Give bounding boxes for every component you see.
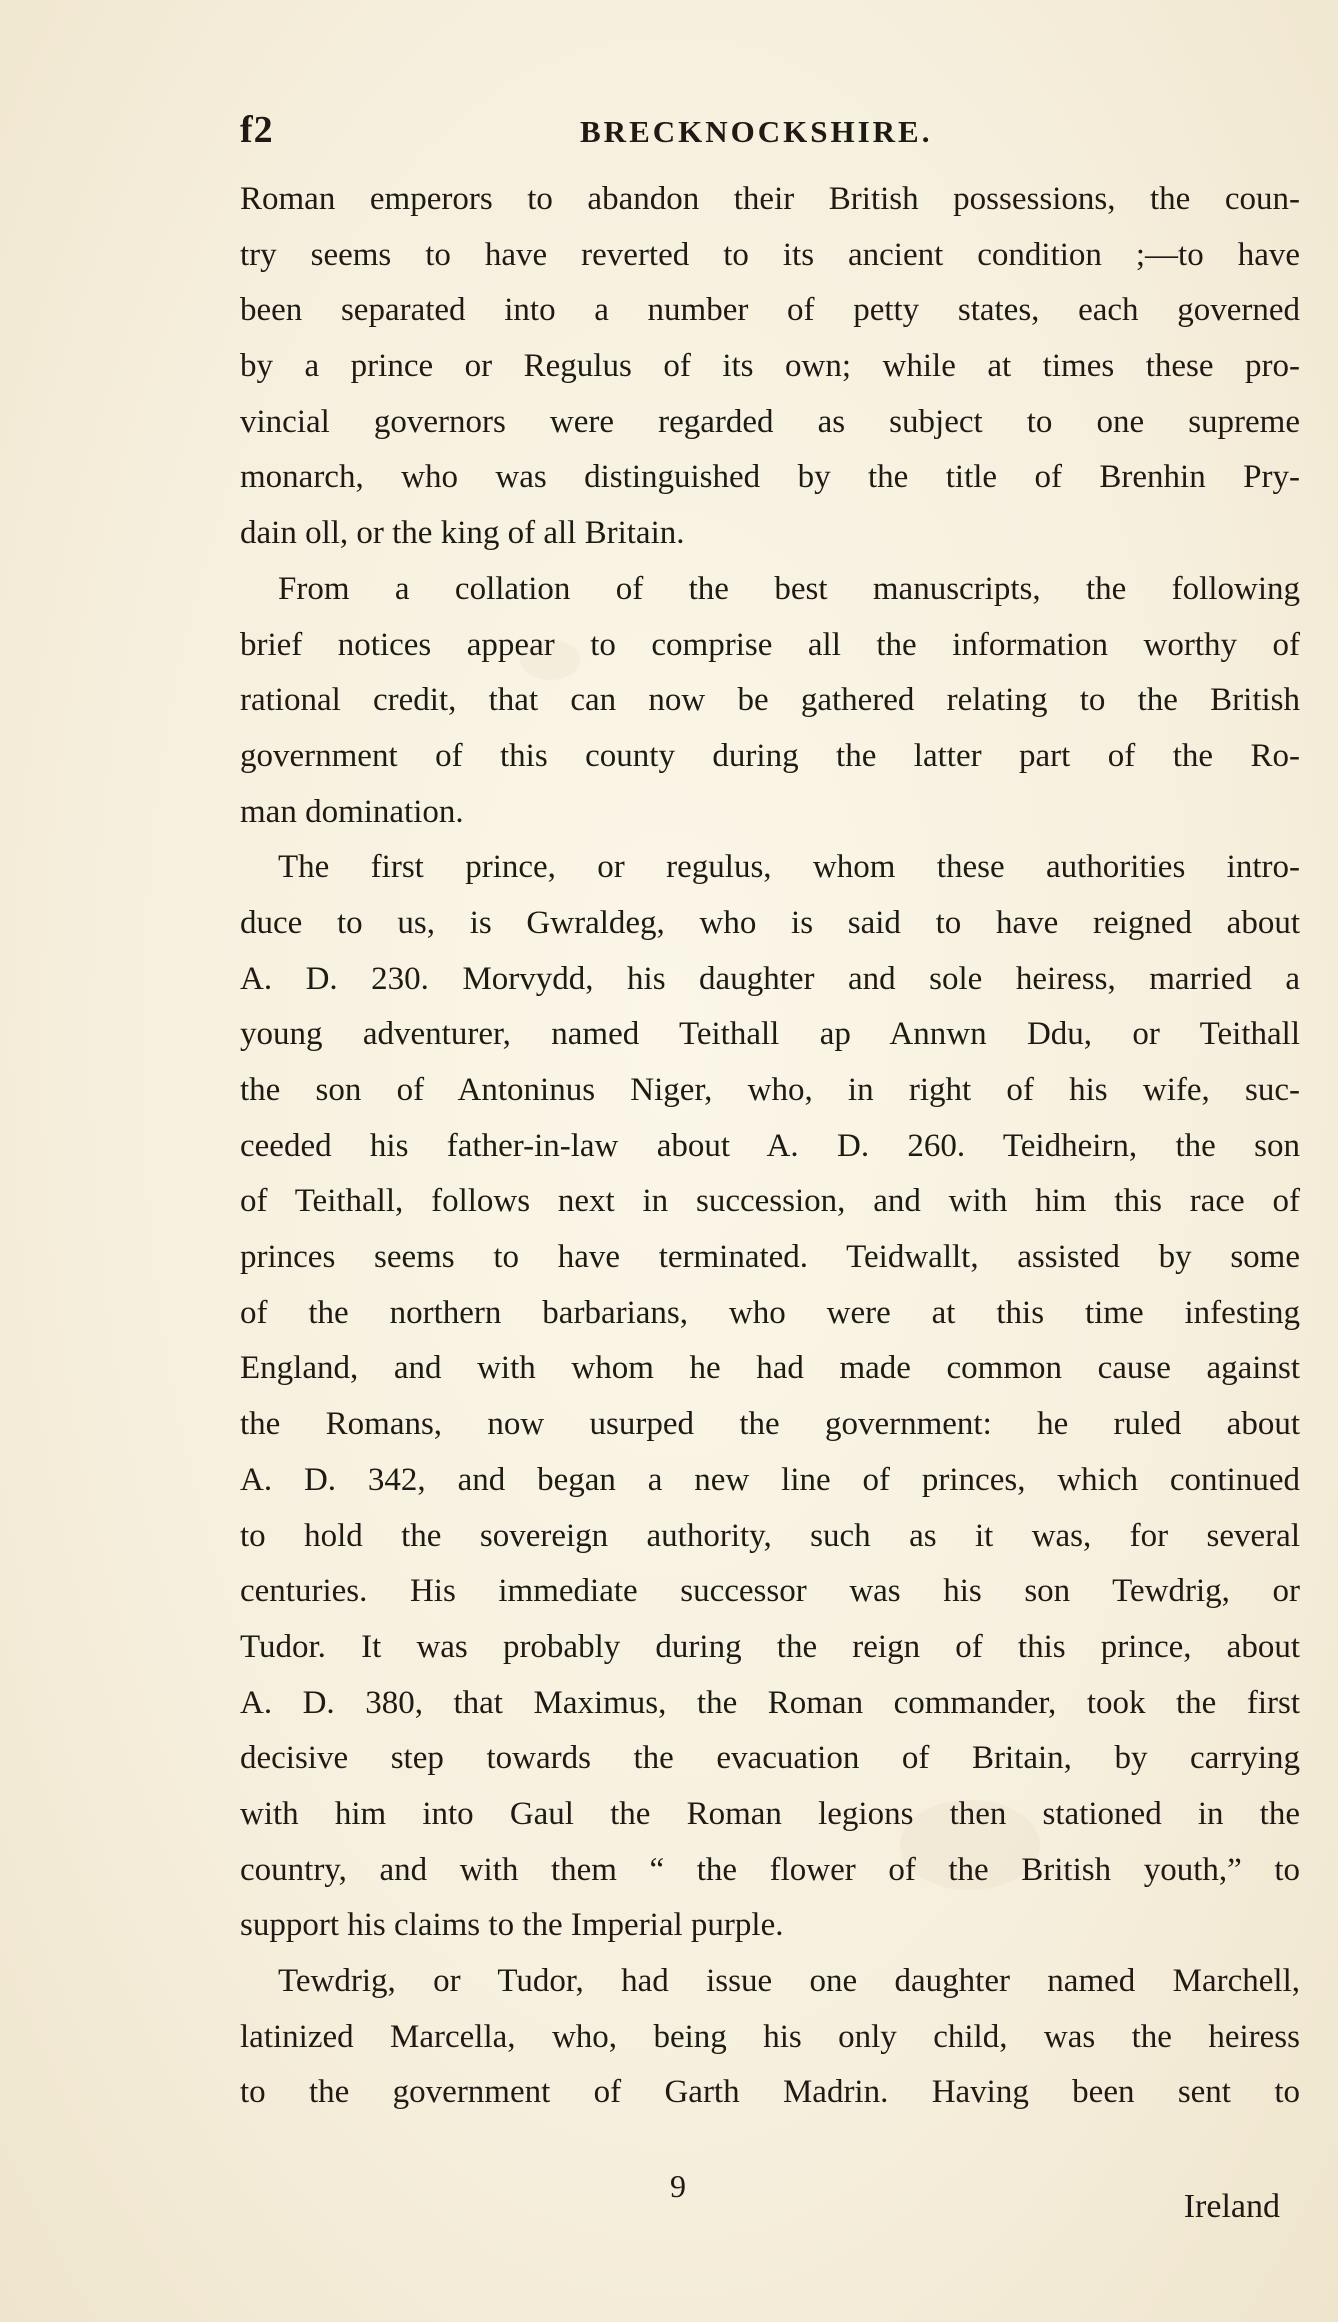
text-line: Tudor. It was probably during the reign of this prince, about xyxy=(240,1628,1300,1665)
text-line: monarch, who was distinguished by the title of Brenhin Pry- xyxy=(240,459,1300,496)
signature-mark: 9 xyxy=(670,2168,686,2204)
text-line: the Romans, now usurped the government: he ruled about xyxy=(240,1406,1300,1443)
body-text xyxy=(240,172,1300,2121)
running-header xyxy=(240,108,1300,158)
text-line: been separated into a number of petty states, each governed xyxy=(240,292,1300,329)
text-line: princes seems to have terminated. Teidwallt, assisted by some xyxy=(240,1239,1300,1276)
text-line: dain oll, or the king of all Britain. xyxy=(240,515,685,552)
text-line: vincial governors were regarded as subject to one supreme xyxy=(240,403,1300,440)
text-line: ceeded his father-in-law about A. D. 260. Teidheirn, the son xyxy=(240,1127,1300,1164)
catchword: Ireland xyxy=(1183,2188,1280,2225)
text-line: support his claims to the Imperial purple. xyxy=(240,1907,784,1944)
page-number: f2 xyxy=(240,109,274,151)
text-line: to hold the sovereign authority, such as it was, for several xyxy=(240,1517,1300,1554)
text-line: duce to us, is Gwraldeg, who is said to have reigned about xyxy=(240,904,1300,941)
text-line: centuries. His immediate successor was his son Tewdrig, or xyxy=(240,1573,1300,1610)
text-line: decisive step towards the evacuation of Britain, by carrying xyxy=(240,1740,1300,1777)
text-line: From a collation of the best manuscripts, the following xyxy=(278,570,1300,607)
text-line: young adventurer, named Teithall ap Annwn Ddu, or Teithall xyxy=(240,1016,1300,1053)
text-line: of the northern barbarians, who were at this time infesting xyxy=(240,1294,1300,1331)
text-line: brief notices appear to comprise all the information worthy of xyxy=(240,626,1300,663)
text-line: with him into Gaul the Roman legions then stationed in the xyxy=(240,1795,1300,1832)
running-title: BRECKNOCKSHIRE. xyxy=(580,114,933,149)
text-line: of Teithall, follows next in succession, and with him this race of xyxy=(240,1183,1300,1220)
text-line: Roman emperors to abandon their British possessions, the coun- xyxy=(240,181,1300,217)
text-line: to the government of Garth Madrin. Having been sent to xyxy=(240,2074,1300,2111)
text-line: A. D. 380, that Maximus, the Roman commander, took the first xyxy=(240,1684,1300,1721)
text-line: the son of Antoninus Niger, who, in right of his wife, suc- xyxy=(240,1072,1300,1108)
text-line: Tewdrig, or Tudor, had issue one daughter named Marchell, xyxy=(278,1963,1300,1999)
page-footer xyxy=(240,2168,1300,2228)
text-line: A. D. 230. Morvydd, his daughter and sole heiress, married a xyxy=(240,960,1300,997)
text-line: England, and with whom he had made common cause against xyxy=(240,1350,1300,1387)
text-line: The first prince, or regulus, whom these authorities intro- xyxy=(278,849,1300,886)
text-line: A. D. 342, and began a new line of princes, which continued xyxy=(240,1461,1300,1498)
text-line: rational credit, that can now be gathered relating to the British xyxy=(240,682,1300,719)
text-line: government of this county during the latter part of the Ro- xyxy=(240,737,1300,774)
text-line: man domination. xyxy=(240,793,464,830)
text-line: try seems to have reverted to its ancient condition ;—to have xyxy=(240,236,1300,273)
text-line: country, and with them “ the flower of the British youth,” to xyxy=(240,1851,1300,1888)
text-line: latinized Marcella, who, being his only child, was the heiress xyxy=(240,2018,1300,2055)
text-line: by a prince or Regulus of its own; while at times these pro- xyxy=(240,348,1300,385)
